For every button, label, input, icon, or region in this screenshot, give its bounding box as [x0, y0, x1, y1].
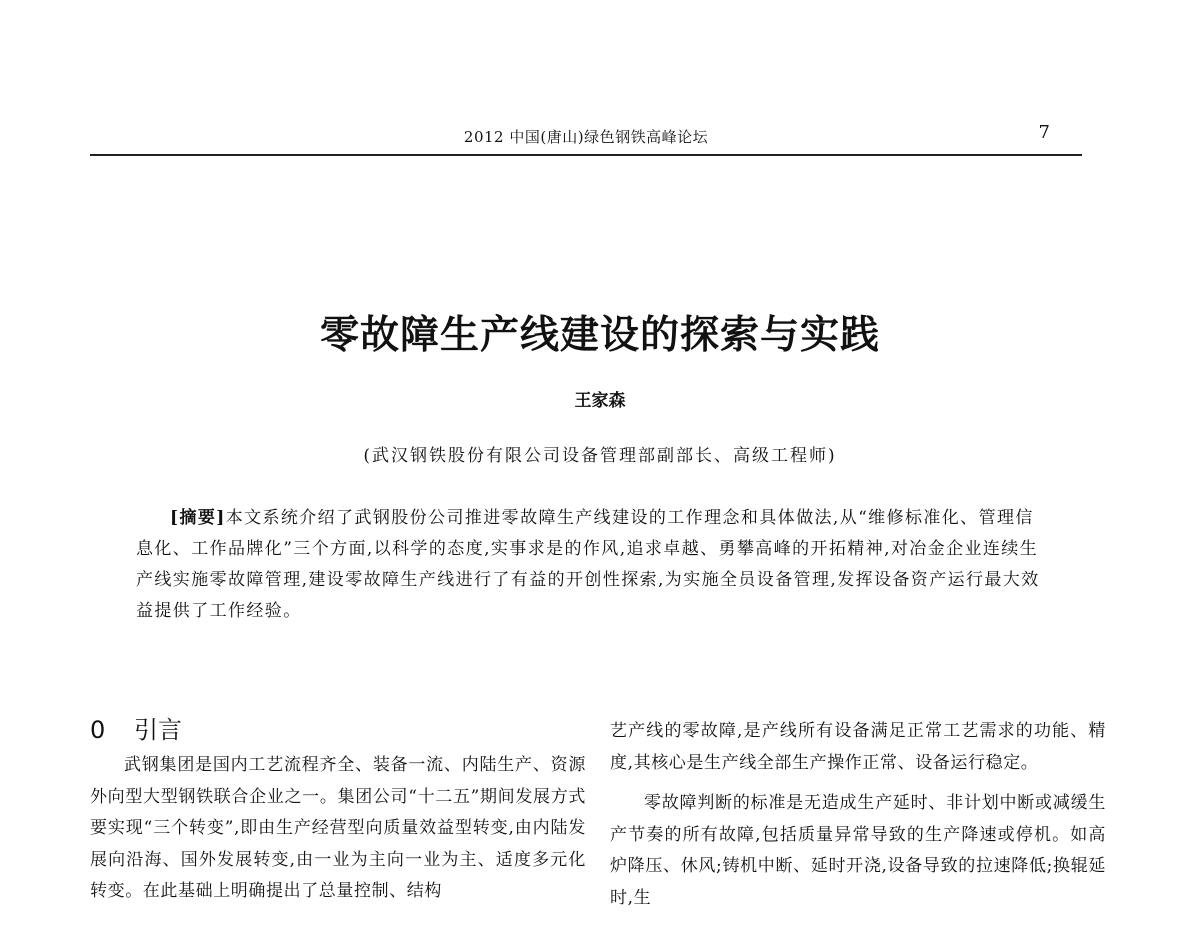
- left-column: [90, 712, 586, 908]
- running-title: 2012 中国(唐山)绿色钢铁高峰论坛: [463, 128, 709, 146]
- body-paragraph: 零故障判断的标准是无造成生产延时、非计划中断或减缓生产节奏的所有故障,包括质量异常导致的生产降速或停机。如高炉降压、休风;铸机中断、延时开浇,设备导致的拉速降低;换辊延时,生: [610, 793, 1106, 908]
- running-header: [90, 118, 1082, 156]
- page-number: 7: [1038, 122, 1050, 143]
- right-column: [610, 716, 1106, 914]
- abstract-label: [摘要]: [170, 508, 226, 528]
- paper-title: 零故障生产线建设的探索与实践: [319, 313, 880, 358]
- body-paragraph-continued: 艺产线的零故障,是产线所有设备满足正常工艺需求的功能、精度,其核心是生产线全部生产操作正常、设备运行稳定。: [610, 721, 1106, 773]
- abstract: [136, 503, 1050, 627]
- section-number: 0: [90, 716, 106, 744]
- body-paragraph: 武钢集团是国内工艺流程齐全、装备一流、内陆生产、资源外向型大型钢铁联合企业之一。集团公司“十二五”期间发展方式要实现“三个转变”,即由生产经营型向质量效益型转变,由内陆发展向沿海、国外发展转变,由一业为主向一业为主、适度多元化转变。在此基础上明确提出了总量控制、结构: [90, 755, 586, 901]
- section-heading: [90, 712, 586, 748]
- abstract-text: 本文系统介绍了武钢股份公司推进零故障生产线建设的工作理念和具体做法,从“维修标准化、管理信息化、工作品牌化”三个方面,以科学的态度,实事求是的作风,追求卓越、勇攀高峰的开拓精神,对冶金企业连续生产线实施零故障管理,建设零故障生产线进行了有益的开创性探索,为实施全员设备管理,发挥设备资产运行最大效益提供了工作经验。: [136, 508, 1040, 621]
- author: 王家森: [574, 391, 626, 411]
- section-title: 引言: [134, 716, 182, 744]
- affiliation: (武汉钢铁股份有限公司设备管理部副部长、高级工程师): [363, 446, 837, 466]
